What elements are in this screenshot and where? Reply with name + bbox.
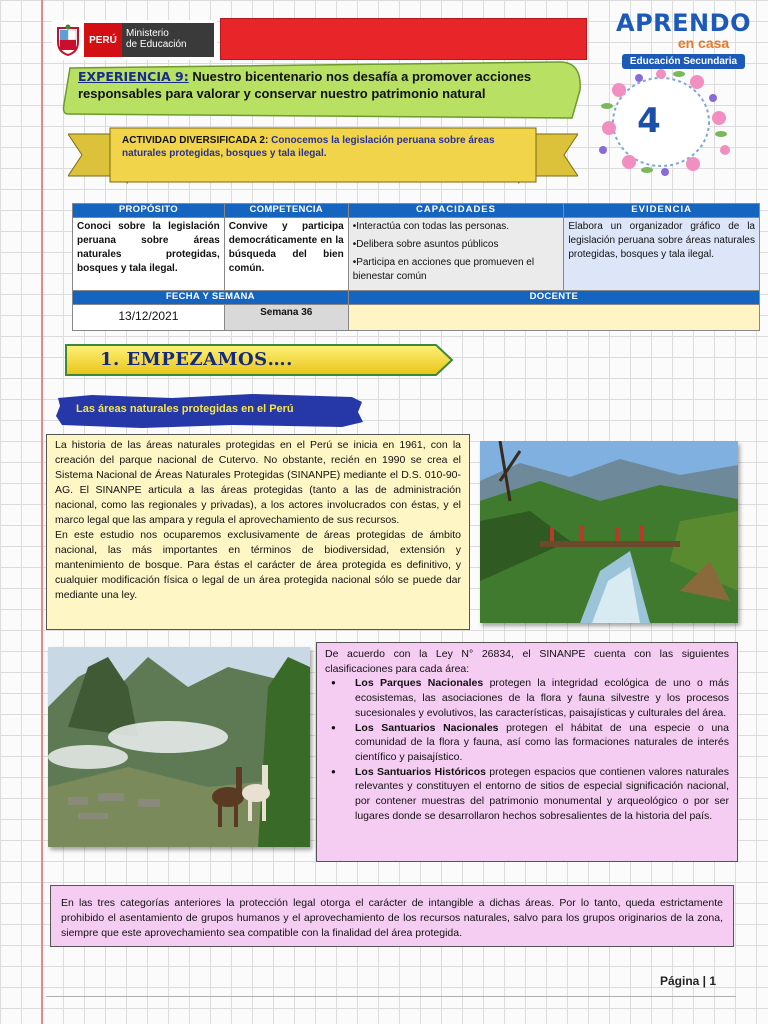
header-proposito: PROPÓSITO (73, 204, 225, 218)
proteccion-legal-text: En las tres categorías anteriores la protección legal otorga el carácter de intangible a dichas áreas. Por lo tanto, queda estrictamente prohibido el asentamiento de grupos humanos y el aprovechamiento de los recursos naturales, salvo para los grupos originarios de la zona, siempre que este aprovechamiento sea compatible con la finalidad del área protegida. (61, 897, 723, 939)
capacidad-item: •Interactúa con todas las personas. (352, 221, 510, 232)
proteccion-legal-box (50, 885, 734, 947)
ministerio-line2: de Educación (126, 39, 187, 50)
aprendo-text: APRENDO (616, 9, 751, 37)
machu-picchu-photo (48, 647, 310, 847)
experiencia-text (78, 68, 568, 102)
grade-number: 4 (637, 101, 661, 141)
activity-info-table (72, 203, 760, 331)
competencia-cell: Convive y participa democráticamente en la búsqueda del bien común. (224, 218, 348, 291)
item-text: protegen la integridad ecológica de uno o más ecosistemas, las asociaciones de la flora y fauna silvestre y los procesos sucesionales y evolutivos, las características, paisajísticas y culturales del área. (355, 677, 729, 719)
classification-list (325, 676, 729, 823)
list-item (325, 676, 729, 720)
evidencia-cell: Elabora un organizador gráfico de la legislación peruana sobre áreas naturales protegidas, bosques y tala ilegal. (564, 218, 760, 291)
table-subheader-row (73, 291, 760, 305)
item-text: protegen espacios que contienen valores naturales relevantes y constituyen el entorno de sitios de especial significación nacional, por contener muestras del patrimonio monumental y arqueológico o por ser lugares donde se desarrollaron hechos sobresalientes de la historia del país. (355, 765, 729, 822)
actividad-title: Conocemos la legislación peruana sobre áreas naturales protegidas, bosques y tala ilegal. (122, 135, 495, 159)
historia-text-box (46, 434, 470, 630)
item-term: Los Santuarios Nacionales (355, 721, 499, 734)
list-item (325, 765, 729, 824)
table-row (73, 305, 760, 331)
header-docente: DOCENTE (348, 291, 759, 305)
actividad-text (122, 134, 502, 160)
header-capacidades: CAPACIDADES (348, 204, 564, 218)
item-term: Los Santuarios Históricos (355, 765, 486, 778)
docente-cell (348, 305, 759, 331)
section-subtitle: Las áreas naturales protegidas en el Perú (76, 403, 294, 415)
jungle-river-photo (480, 441, 738, 623)
header-competencia: COMPETENCIA (224, 204, 348, 218)
sinanpe-classification-box (316, 642, 738, 862)
footer-divider (46, 996, 736, 997)
page-number: Página | 1 (660, 974, 717, 988)
coat-of-arms-icon (52, 22, 84, 58)
ministerio-logo (52, 20, 217, 60)
notebook-margin-line (41, 0, 43, 1024)
list-item (325, 721, 729, 765)
section-title: 1. EMPEZAMOS…. (100, 349, 293, 370)
header-fecha-semana: FECHA Y SEMANA (73, 291, 349, 305)
ministerio-line1: Ministerio (126, 28, 169, 39)
capacidad-item: •Delibera sobre asuntos públicos (352, 239, 499, 250)
experiencia-title: Nuestro bicentenario nos desafía a promover acciones responsables para valorar y conservar nuestro patrimonio natural (78, 69, 532, 101)
item-term: Los Parques Nacionales (355, 677, 484, 690)
en-casa-text: en casa (677, 35, 730, 51)
educacion-secundaria-badge: Educación Secundaria (622, 54, 745, 69)
aprendo-en-casa-logo (606, 10, 761, 72)
table-header-row (73, 204, 760, 218)
actividad-label: ACTIVIDAD DIVERSIFICADA 2: (122, 135, 269, 146)
header-red-bar (220, 18, 587, 60)
fecha-cell: 13/12/2021 (73, 305, 225, 331)
sinanpe-intro: De acuerdo con la Ley N° 26834, el SINANPE cuenta con las siguientes clasificaciones para cada área: (325, 648, 729, 675)
table-row (73, 218, 760, 291)
semana-cell: Semana 36 (224, 305, 348, 331)
capacidad-item: •Participa en acciones que promueven el bienestar común (352, 257, 535, 282)
ministerio-label (122, 23, 214, 57)
peru-label: PERÚ (84, 23, 122, 57)
proposito-cell: Conoci sobre la legislación peruana sobre áreas naturales protegidas, bosques y tala ilegal. (73, 218, 225, 291)
experiencia-label: EXPERIENCIA 9: (78, 69, 189, 84)
capacidades-cell (348, 218, 564, 291)
historia-paragraph-1: La historia de las áreas naturales protegidas en el Perú se inicia en 1961, con la creación del parque nacional de Cutervo. No obstante, recién en 1990 se crea el Sistema Nacional de Áreas Naturales Protegidas (SINANPE) mediante el D.S. 010-90-AG. El SINANPE articula a las áreas protegidas (tanto a las de administración nacional, como las regionales y privadas), a los actores involucrados con éstas, y el marco legal que las ampara y regula el aprovechamiento de sus recursos. (55, 439, 461, 526)
header-evidencia: EVIDENCIA (564, 204, 760, 218)
historia-paragraph-2: En este estudio nos ocuparemos exclusivamente de áreas protegidas de ámbito nacional, las más importantes en términos de biodiversidad, extensión y mantenimiento de bosque. Para éstas el carácter de área protegida es definitivo, y cualquier modificación física o legal de un área protegida nacional sólo se puede dar mediante una ley. (55, 529, 461, 601)
item-text: protegen el hábitat de una especie o una comunidad de la flora y fauna, así como las formaciones naturales de interés científico y paisajístico. (355, 721, 729, 763)
